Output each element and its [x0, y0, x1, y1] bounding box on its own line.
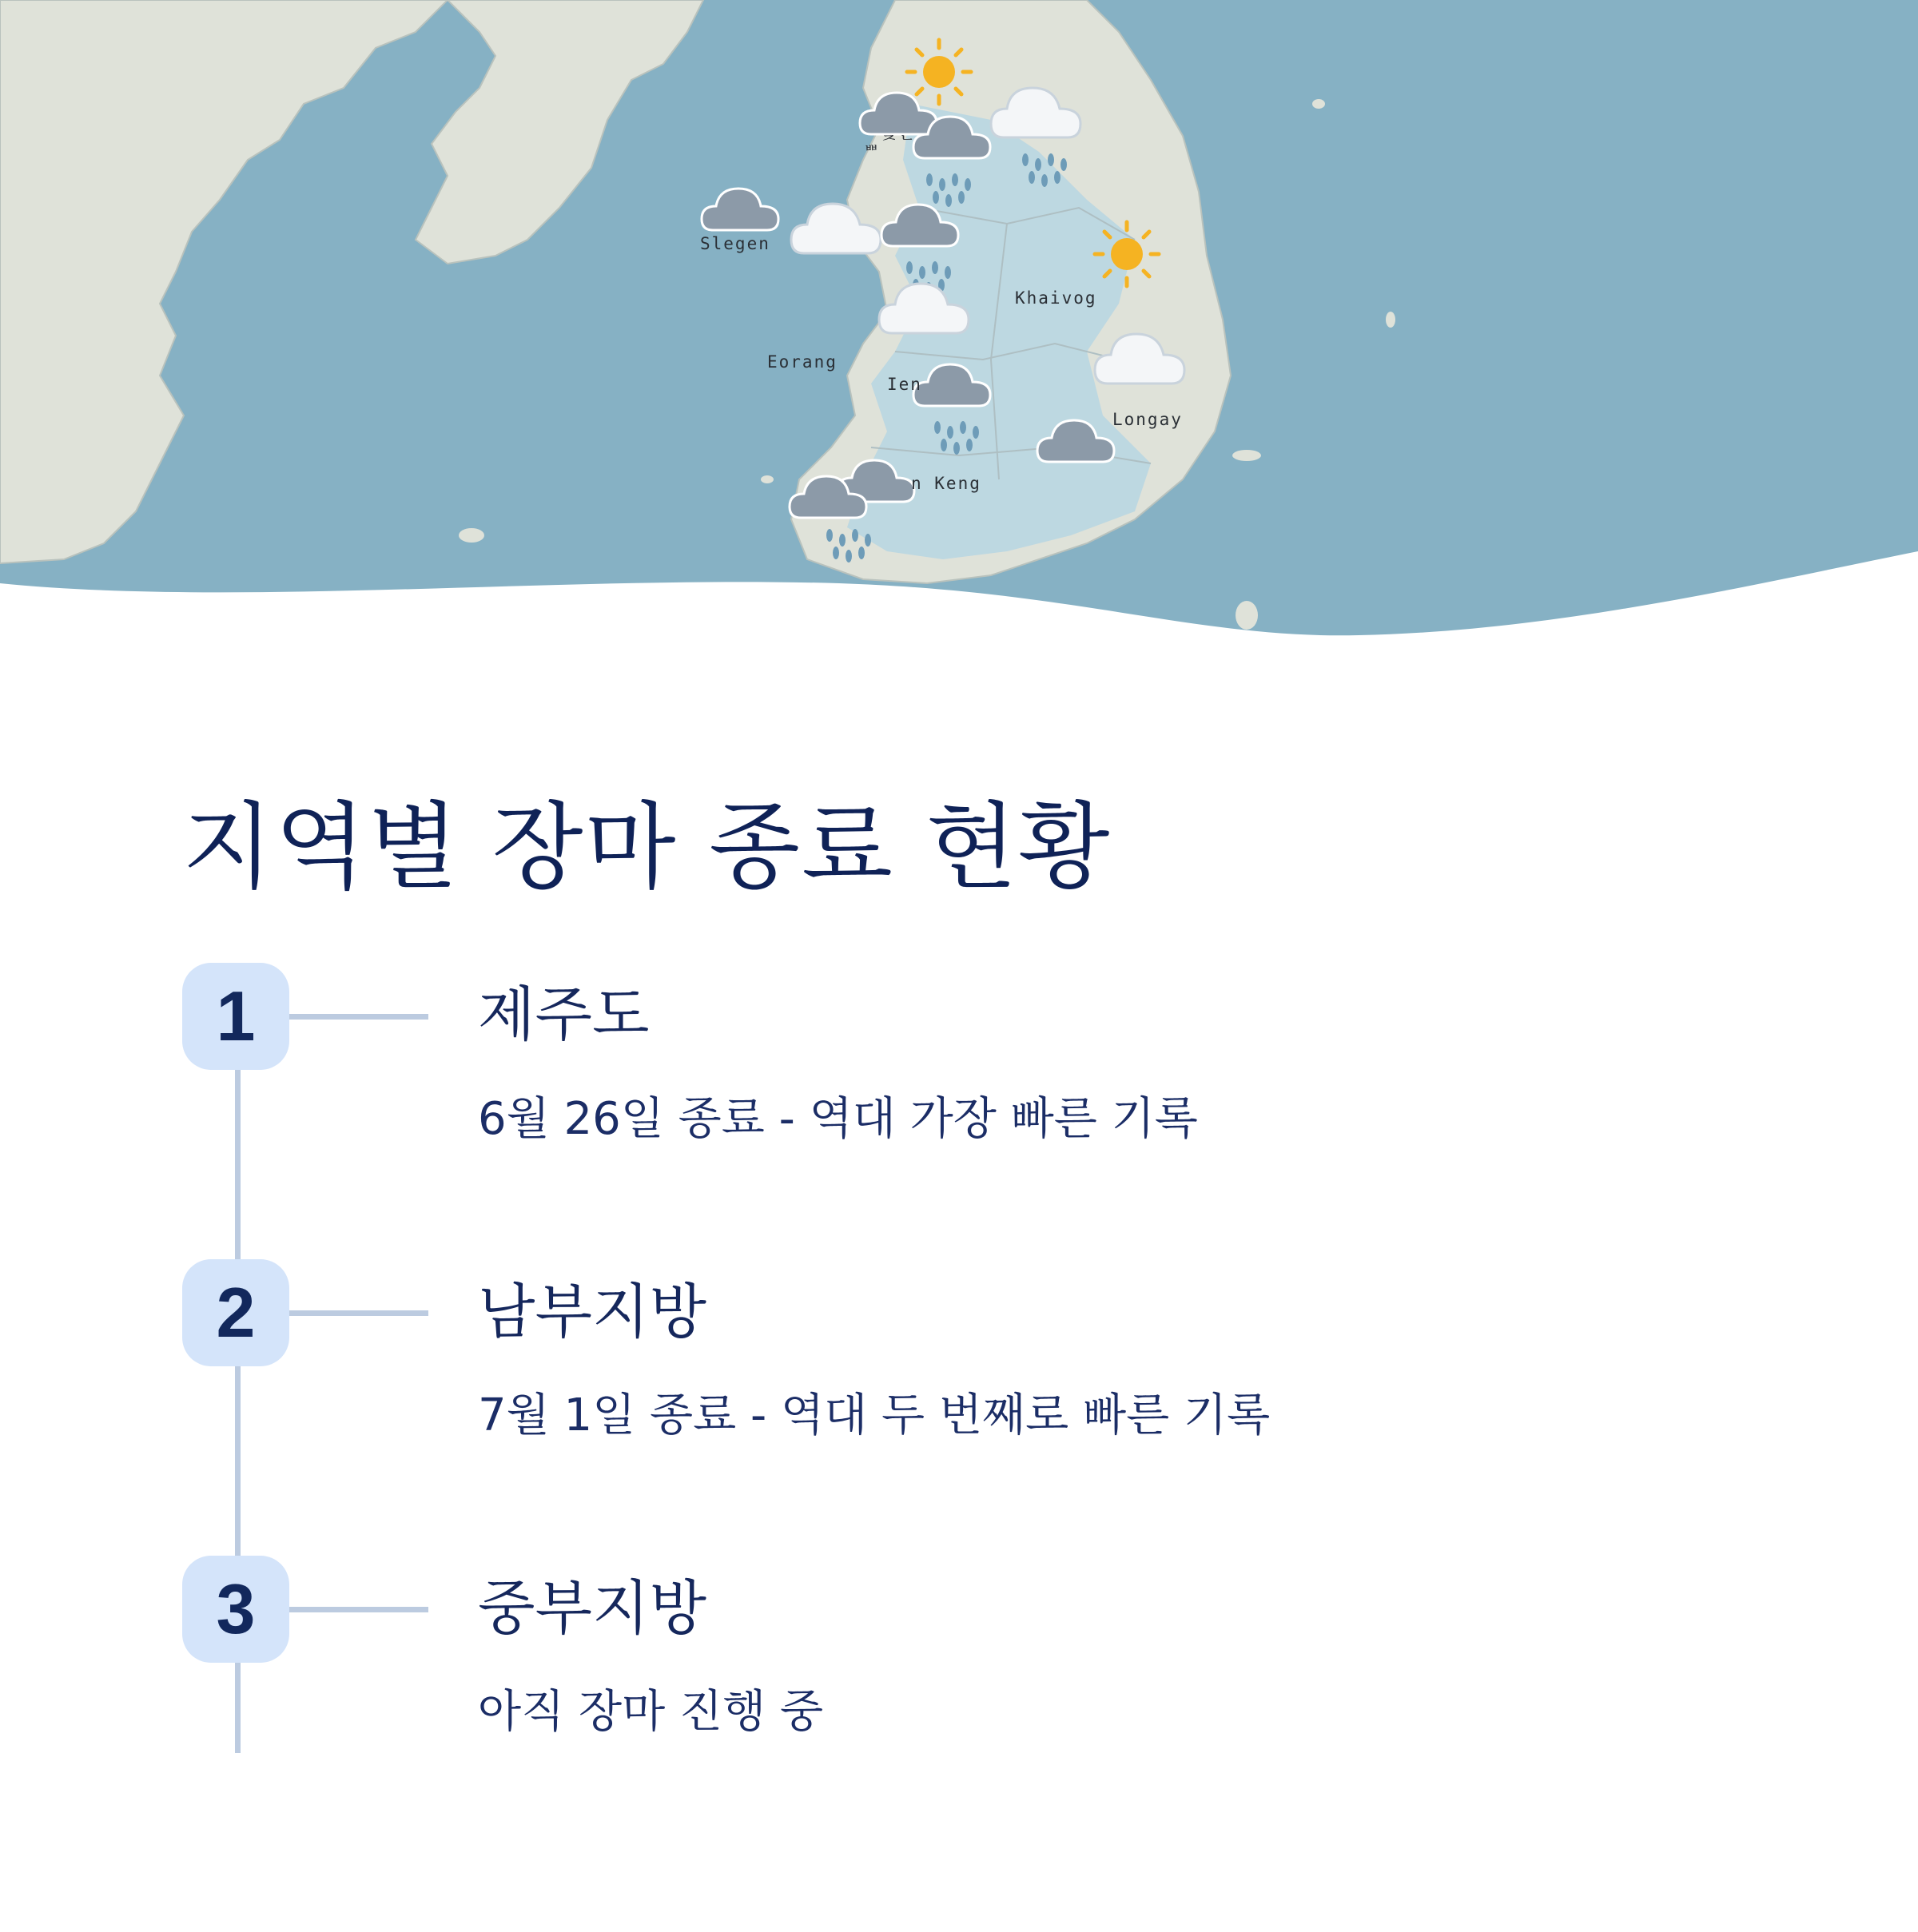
- step-number-badge: 1: [182, 963, 289, 1070]
- region-name: 중부지방: [478, 1574, 706, 1643]
- sun-icon: [907, 40, 971, 104]
- map-label: ᆸᆸᄌᄂ: [863, 133, 917, 153]
- region-detail: 7월 1일 종료 - 역대 두 번째로 빠른 기록: [478, 1389, 1271, 1441]
- map-label: Slegen: [700, 234, 770, 253]
- region-detail: 6월 26일 종료 - 역대 가장 빠른 기록: [478, 1093, 1198, 1145]
- region-name: 남부지방: [478, 1278, 706, 1346]
- region-detail: 아직 장마 진행 중: [478, 1686, 824, 1738]
- step-number-badge: 3: [182, 1556, 289, 1663]
- page-title: 지역별 장마 종료 현황: [182, 792, 1112, 902]
- region-name: 제주도: [478, 980, 650, 1049]
- step-number-badge: 2: [182, 1259, 289, 1366]
- connector-line: [289, 1607, 428, 1612]
- sun-icon: [1095, 222, 1159, 286]
- connector-line: [289, 1310, 428, 1316]
- korea-map-graphic: [0, 0, 1918, 647]
- weather-map: [0, 0, 1918, 647]
- map-label: Longay: [1112, 410, 1183, 429]
- connector-line: [289, 1014, 428, 1020]
- map-label: Ien: [887, 375, 922, 394]
- map-label: Eorang: [767, 352, 838, 372]
- map-label: Khaivog: [1015, 288, 1097, 308]
- map-label: n Keng: [911, 474, 981, 493]
